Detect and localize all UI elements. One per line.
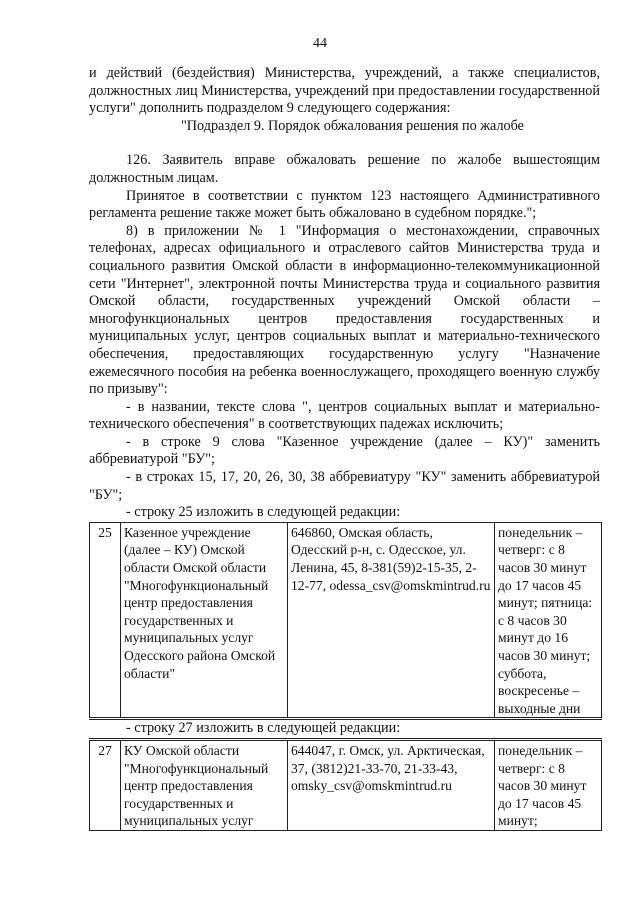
table-row bbox=[90, 522, 602, 719]
subsection-heading: "Подраздел 9. Порядок обжалования решения по жалобе bbox=[181, 117, 524, 134]
document-body bbox=[89, 65, 600, 831]
institution-address: 646860, Омская область, Одесский р-н, с. Одесское, ул. Ленина, 45, 8-381(59)2-15-35, 2-12-77, odessa_csv@omskmintrud.ru bbox=[288, 522, 495, 719]
paragraph-title-change: - в названии, тексте слова ", центров социальных выплат и материально-технического обеспечения" в соответствующих падежах исключить; bbox=[89, 398, 600, 433]
paragraph-appendix-1: 8) в приложении № 1 "Информация о местонахождении, справочных телефонах, адресах официального и отраслевого сайтов Министерства труда и социального развития Омской области в информационно-телекоммуникационной сети "Интернет", электронной почты Министерства труда и социального развития Омской области, государственных учреждений Омской области – многофункциональных центров предоставления государственных и муниципальных услуг, центров социальных выплат и материально-технического обеспечения, предоставляющих государственную услугу "Назначение ежемесячного пособия на ребенка военнослужащего, проходящего военную службу по призыву": bbox=[89, 222, 600, 398]
row-number: 27 bbox=[90, 739, 121, 830]
paragraph-row-27-intro: - строку 27 изложить в следующей редакции: bbox=[126, 720, 401, 737]
institution-address: 644047, г. Омск, ул. Арктическая, 37, (3812)21-33-70, 21-33-43, omsky_csv@omskmintrud.ru bbox=[288, 739, 495, 830]
institution-name: Казенное учреждение (далее – КУ) Омской области Омской области "Многофункциональный центр предоставления государственных и муниципальных услуг Одесского района Омской области" bbox=[121, 522, 288, 719]
working-hours: понедельник – четверг: с 8 часов 30 минут до 17 часов 45 минут; bbox=[495, 739, 602, 830]
table-row-27 bbox=[89, 738, 602, 831]
institution-name: КУ Омской области "Многофункциональный центр предоставления государственных и муниципальных услуг bbox=[121, 739, 288, 830]
working-hours: понедельник – четверг: с 8 часов 30 минут до 17 часов 45 минут; пятница: с 8 часов 30 минут до 16 часов 30 минут; суббота, воскресенье – выходные дни bbox=[495, 522, 602, 719]
paragraph-decision: Принятое в соответствии с пунктом 123 настоящего Административного регламента решение также может быть обжаловано в судебном порядке."; bbox=[89, 187, 600, 222]
paragraph-126: 126. Заявитель вправе обжаловать решение по жалобе вышестоящим должностным лицам. bbox=[89, 152, 600, 186]
page-number: 44 bbox=[313, 36, 327, 51]
paragraph-1: и действий (бездействия) Министерства, учреждений, а также специалистов, должностных лиц Министерства, учреждений при предоставлении государственной услуги" дополнить подразделом 9 следующего содержания: bbox=[89, 65, 600, 117]
paragraph-rows-list: - в строках 15, 17, 20, 26, 30, 38 аббревиатуру "КУ" заменить аббревиатурой "БУ"; bbox=[89, 469, 600, 503]
table-row bbox=[90, 739, 602, 830]
paragraph-row-25-intro: - строку 25 изложить в следующей редакции: bbox=[126, 504, 401, 521]
paragraph-row-9: - в строке 9 слова "Казенное учреждение (далее – КУ)" заменить аббревиатурой "БУ"; bbox=[89, 433, 600, 468]
table-row-25 bbox=[89, 522, 602, 721]
row-number: 25 bbox=[90, 522, 121, 719]
